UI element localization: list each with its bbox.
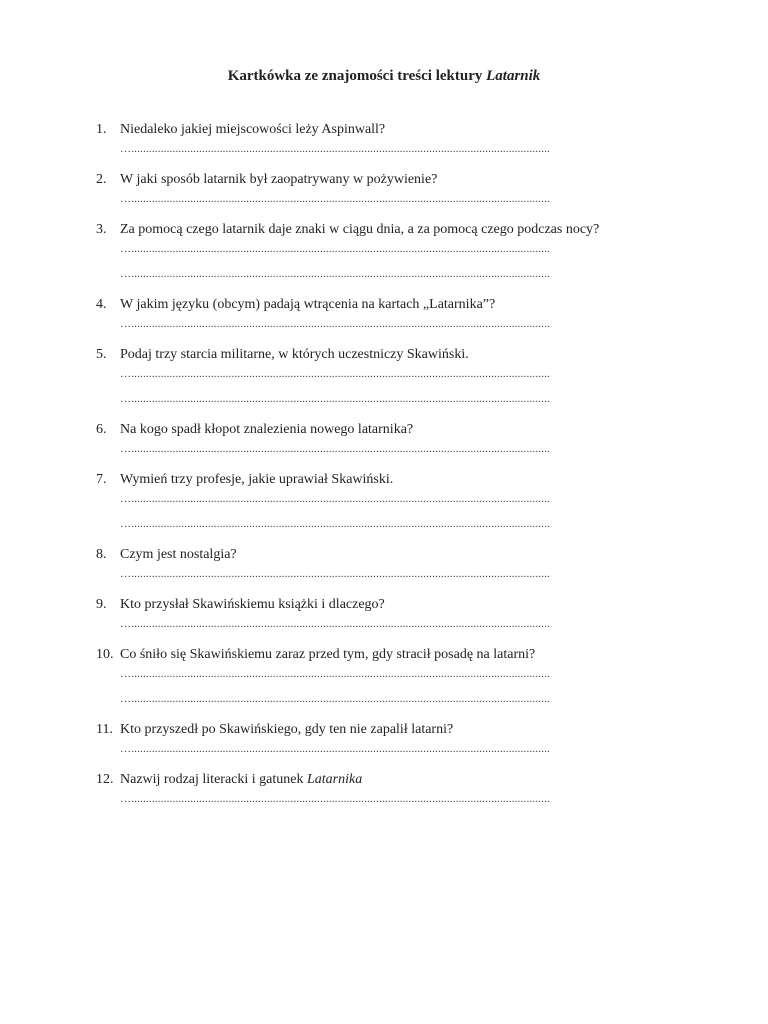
question-number: 2. (96, 172, 107, 187)
question-number: 9. (96, 597, 107, 612)
question-row (96, 722, 676, 744)
question-item (96, 122, 676, 172)
answer-line[interactable]: ….............................................................................................................................................. (120, 694, 551, 705)
question-text (120, 547, 237, 563)
question-text-main: W jakim języku (obcym) padają wtrącenia na kartach „Latarnika”? (120, 297, 496, 312)
question-number: 5. (96, 347, 107, 362)
question-number: 8. (96, 547, 107, 562)
question-item (96, 597, 676, 647)
question-text (120, 297, 495, 313)
question-text (120, 347, 469, 363)
question-spacer (96, 580, 676, 597)
question-item (96, 772, 676, 822)
answer-line[interactable]: ….............................................................................................................................................. (120, 744, 551, 755)
question-row (96, 547, 676, 569)
question-row (96, 472, 676, 494)
question-number: 6. (96, 422, 107, 437)
question-number: 4. (96, 297, 107, 312)
question-spacer (96, 630, 676, 647)
question-row (96, 647, 676, 669)
question-spacer (96, 530, 676, 547)
question-spacer (96, 405, 676, 422)
question-row (96, 347, 676, 369)
answer-line[interactable]: ….............................................................................................................................................. (120, 619, 551, 630)
question-text-main: Podaj trzy starcia militarne, w których uczestniczy Skawiński. (120, 347, 469, 362)
question-item (96, 347, 676, 422)
question-spacer (96, 280, 676, 297)
question-text-main: Czym jest nostalgia? (120, 547, 237, 562)
question-text-main: Na kogo spadł kłopot znalezienia nowego latarnika? (120, 422, 414, 437)
question-number: 3. (96, 222, 107, 237)
question-number: 7. (96, 472, 107, 487)
question-row (96, 422, 676, 444)
question-number: 12. (96, 772, 114, 787)
title-italic: Latarnik (486, 68, 541, 84)
question-text-main: Za pomocą czego latarnik daje znaki w ciągu dnia, a za pomocą czego podczas nocy? (120, 222, 600, 237)
question-text (120, 722, 453, 738)
answer-line[interactable]: ….............................................................................................................................................. (120, 669, 551, 680)
question-text-main: Kto przysłał Skawińskiemu książki i dlaczego? (120, 597, 385, 612)
page-title (0, 68, 768, 85)
question-row (96, 172, 676, 194)
answer-line[interactable]: ….............................................................................................................................................. (120, 369, 551, 380)
question-item (96, 297, 676, 347)
question-text-main: Wymień trzy profesje, jakie uprawiał Skawiński. (120, 472, 394, 487)
question-text-main: Kto przyszedł po Skawińskiego, gdy ten nie zapalił latarni? (120, 722, 454, 737)
answer-line[interactable]: ….............................................................................................................................................. (120, 319, 551, 330)
question-spacer (96, 455, 676, 472)
question-text (120, 422, 413, 438)
answer-line[interactable]: ….............................................................................................................................................. (120, 144, 551, 155)
answer-line[interactable]: ….............................................................................................................................................. (120, 519, 551, 530)
answer-line[interactable]: ….............................................................................................................................................. (120, 494, 551, 505)
question-spacer (96, 155, 676, 172)
answer-line[interactable]: ….............................................................................................................................................. (120, 244, 551, 255)
question-text (120, 597, 385, 613)
question-item (96, 172, 676, 222)
question-spacer (96, 755, 676, 772)
question-row (96, 297, 676, 319)
question-row (96, 122, 676, 144)
question-text-main: Co śniło się Skawińskiemu zaraz przed tym, gdy stracił posadę na latarni? (120, 647, 536, 662)
answer-line[interactable]: ….............................................................................................................................................. (120, 194, 551, 205)
answer-line[interactable]: ….............................................................................................................................................. (120, 269, 551, 280)
answer-line[interactable]: ….............................................................................................................................................. (120, 394, 551, 405)
question-spacer (96, 705, 676, 722)
question-number: 10. (96, 647, 114, 662)
question-text-main: W jaki sposób latarnik był zaopatrywany w pożywienie? (120, 172, 438, 187)
question-text-italic: Latarnika (306, 772, 363, 787)
question-list (96, 122, 676, 822)
question-row (96, 597, 676, 619)
question-item (96, 547, 676, 597)
question-text (120, 772, 362, 788)
question-text-main: Nazwij rodzaj literacki i gatunek (120, 772, 307, 787)
question-spacer (96, 805, 676, 822)
question-spacer (96, 330, 676, 347)
question-row (96, 772, 676, 794)
question-spacer (96, 205, 676, 222)
answer-line[interactable]: ….............................................................................................................................................. (120, 444, 551, 455)
question-number: 11. (96, 722, 113, 737)
question-text (120, 172, 437, 188)
question-text (120, 122, 385, 138)
question-item (96, 422, 676, 472)
question-item (96, 647, 676, 722)
question-text (120, 472, 393, 488)
question-text-main: Niedaleko jakiej miejscowości leży Aspinwall? (120, 122, 386, 137)
question-item (96, 722, 676, 772)
question-text (120, 222, 599, 238)
answer-line[interactable]: ….............................................................................................................................................. (120, 569, 551, 580)
question-number: 1. (96, 122, 107, 137)
question-item (96, 222, 676, 297)
question-text (120, 647, 535, 663)
question-row (96, 222, 676, 244)
answer-line[interactable]: ….............................................................................................................................................. (120, 794, 551, 805)
question-item (96, 472, 676, 547)
title-main: Kartkówka ze znajomości treści lektury (227, 68, 487, 84)
